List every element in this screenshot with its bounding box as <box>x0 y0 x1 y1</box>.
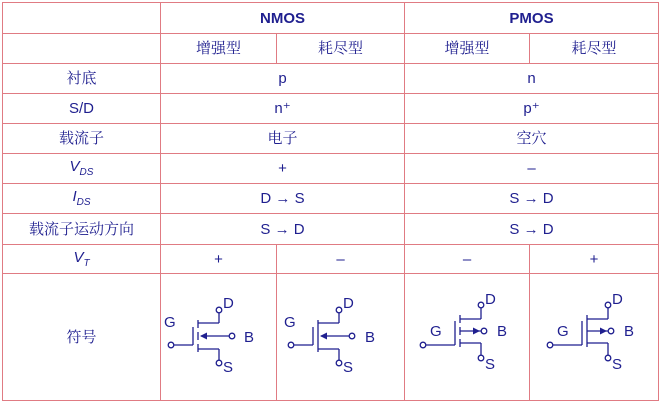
nmos-enh-gate-label: G <box>164 314 176 331</box>
pmos-dep-vt: + <box>530 245 659 274</box>
row-ids <box>3 184 659 214</box>
nmos-depletion-symbol <box>277 287 405 387</box>
label-symbol: 符号 <box>3 274 161 401</box>
subheader-pmos-enhancement: 增强型 <box>405 34 530 64</box>
pmos-direction: S → D <box>405 214 659 245</box>
label-ids <box>3 184 161 214</box>
nmos-enhancement-symbol-cell <box>161 274 277 401</box>
nmos-sd: n⁺ <box>161 94 405 124</box>
nmos-enh-drain-label: D <box>223 295 234 312</box>
pmos-substrate: n <box>405 64 659 94</box>
nmos-dep-vt: – <box>277 245 405 274</box>
pmos-dep-source-label: S <box>612 356 623 373</box>
pmos-sd: p⁺ <box>405 94 659 124</box>
subheader-nmos-enhancement: 增强型 <box>161 34 277 64</box>
subheader-pmos-depletion: 耗尽型 <box>530 34 659 64</box>
row-substrate <box>3 64 659 94</box>
arrow-out-icon <box>473 328 480 335</box>
nmos-enh-body-label: B <box>244 329 255 346</box>
arrow-in-icon <box>200 333 207 340</box>
label-substrate: 衬底 <box>3 64 161 94</box>
nmos-enh-vt: + <box>161 245 277 274</box>
row-symbol <box>3 274 659 401</box>
nmos-ids: D → S <box>161 184 405 214</box>
pmos-dep-gate-label: G <box>557 323 569 340</box>
label-vds-main: V <box>69 158 80 175</box>
nmos-carrier: 电子 <box>161 124 405 154</box>
pmos-dep-drain-label: D <box>612 291 623 308</box>
row-carrier <box>3 124 659 154</box>
label-vt-sub: T <box>83 257 90 269</box>
pmos-depletion-symbol-cell <box>530 274 659 401</box>
header-row <box>3 3 659 34</box>
pmos-enh-source-label: S <box>485 356 496 373</box>
nmos-direction: S → D <box>161 214 405 245</box>
arrow-out-icon <box>600 328 607 335</box>
label-vds <box>3 154 161 184</box>
pmos-enh-gate-label: G <box>430 323 442 340</box>
subheader-empty-cell <box>3 34 161 64</box>
subheader-row <box>3 34 659 64</box>
nmos-dep-source-label: S <box>343 359 354 376</box>
pmos-ids: S → D <box>405 184 659 214</box>
label-direction: 载流子运动方向 <box>3 214 161 245</box>
nmos-vds: + <box>161 154 405 184</box>
arrow-in-icon <box>320 333 327 340</box>
label-ids-main: I <box>72 188 77 205</box>
label-vds-sub: DS <box>79 167 94 178</box>
pmos-enhancement-symbol <box>405 287 530 387</box>
pmos-depletion-symbol <box>530 287 659 387</box>
pmos-enhancement-symbol-cell <box>405 274 530 401</box>
nmos-dep-drain-label: D <box>343 295 354 312</box>
row-sd <box>3 94 659 124</box>
label-ids-sub: DS <box>76 197 91 208</box>
pmos-dep-body-label: B <box>624 323 635 340</box>
pmos-vds: – <box>405 154 659 184</box>
nmos-depletion-symbol-cell <box>277 274 405 401</box>
label-sd: S/D <box>3 94 161 124</box>
nmos-enh-source-label: S <box>223 359 234 376</box>
header-nmos: NMOS <box>161 3 405 34</box>
row-direction <box>3 214 659 245</box>
nmos-substrate: p <box>161 64 405 94</box>
row-vds <box>3 154 659 184</box>
subheader-nmos-depletion: 耗尽型 <box>277 34 405 64</box>
pmos-enh-drain-label: D <box>485 291 496 308</box>
pmos-enh-vt: – <box>405 245 530 274</box>
label-vt <box>3 245 161 274</box>
header-pmos: PMOS <box>405 3 659 34</box>
nmos-dep-body-label: B <box>365 329 376 346</box>
label-vt-main: V <box>73 248 84 266</box>
label-carrier: 载流子 <box>3 124 161 154</box>
mos-comparison-table <box>2 2 659 401</box>
corner-cell <box>3 3 161 34</box>
pmos-carrier: 空穴 <box>405 124 659 154</box>
nmos-dep-gate-label: G <box>284 314 296 331</box>
nmos-enhancement-symbol <box>161 287 277 387</box>
pmos-enh-body-label: B <box>497 323 508 340</box>
row-vt <box>3 245 659 274</box>
